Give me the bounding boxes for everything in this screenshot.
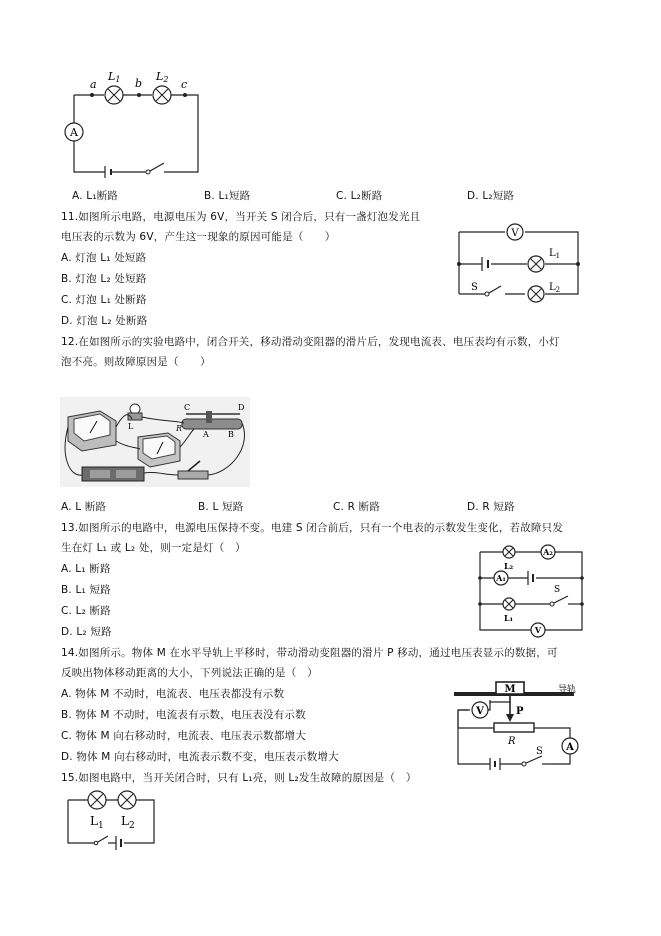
- q14-slider-P: P: [516, 706, 524, 717]
- q15-label-L1: $L_1$: [90, 814, 104, 831]
- q11-label-L1: $L_1$: [549, 248, 561, 260]
- q11-voltmeter-label: V: [511, 228, 519, 239]
- q14-switch-S: S: [536, 746, 543, 757]
- q11-label-switch: S: [471, 282, 478, 293]
- q13-lamp-L1: [503, 598, 515, 610]
- q13-label-L2: L₂: [504, 561, 514, 571]
- q14-option-b: B. 物体 M 不动时，电流表有示数，电压表没有示数: [61, 709, 306, 721]
- q13-option-a: A. L₁ 断路: [61, 563, 111, 575]
- q10-ammeter-label: A: [70, 126, 78, 139]
- q13-option-d: D. L₂ 短路: [61, 626, 112, 638]
- q10-circuit-diagram: [60, 68, 210, 178]
- q14-stem-line-2: 反映出物体移动距离的大小，下列说法正确的是（ ）: [61, 667, 318, 679]
- q12-label-D: D: [238, 403, 245, 412]
- q13-lamp-L2: [503, 546, 515, 558]
- q14-resistor-R: R: [508, 736, 516, 747]
- q13-label-L1: L₁: [504, 613, 514, 623]
- q14-rail-label: 导轨: [558, 685, 577, 695]
- q12-label-A: A: [203, 430, 209, 439]
- q10-point-a: a: [90, 78, 97, 91]
- q11-stem-line-1: 11.如图所示电路，电源电压为 6V，当开关 S 闭合后，只有一盏灯泡发光且: [61, 211, 421, 223]
- q11-circuit-diagram: [455, 222, 605, 307]
- q11-lamp-L1: [528, 256, 544, 272]
- q10-label-L2: L2: [156, 70, 169, 84]
- q11-label-L2: $L_2$: [549, 282, 561, 294]
- q12-label-L: L: [128, 422, 134, 431]
- q13-circuit-diagram: [478, 540, 588, 640]
- q12-option-b: B. L 短路: [198, 501, 244, 513]
- q11-option-a: A. 灯泡 L₁ 处短路: [61, 252, 147, 264]
- q14-ammeter-label: A: [566, 742, 574, 753]
- q14-circuit-diagram: [450, 678, 600, 774]
- q13-ammeter-A2-label: A₂: [543, 547, 553, 557]
- q10-point-c: c: [181, 78, 188, 91]
- q10-lamp-L2: [153, 86, 171, 104]
- q13-option-c: C. L₂ 断路: [61, 605, 112, 617]
- q13-ammeter-A1-label: A₁: [496, 573, 506, 583]
- q12-label-C: C: [184, 403, 191, 412]
- q14-option-a: A. 物体 M 不动时，电流表、电压表都没有示数: [61, 688, 285, 700]
- q12-option-c: C. R 断路: [333, 501, 381, 513]
- q10-option-a: A. L₁断路: [72, 190, 119, 202]
- q13-option-b: B. L₁ 短路: [61, 584, 111, 596]
- q15-stem-line-1: 15.如图电路中，当开关闭合时，只有 L₁亮，则 L₂发生故障的原因是（ ）: [61, 772, 417, 784]
- q15-lamp-L2: [118, 791, 136, 809]
- q13-voltmeter-label: V: [534, 625, 542, 635]
- q13-label-switch: S: [554, 585, 561, 595]
- q10-option-c: C. L₂断路: [336, 190, 383, 202]
- q14-object-M-label: M: [504, 684, 516, 695]
- q10-label-L1: L1: [108, 70, 121, 84]
- q12-label-R: R: [176, 424, 183, 433]
- q10-option-d: D. L₂短路: [467, 190, 515, 202]
- q12-label-B: B: [228, 430, 234, 439]
- q10-point-b: b: [135, 77, 143, 90]
- q11-option-d: D. 灯泡 L₂ 处断路: [61, 315, 148, 327]
- q13-stem-line-2: 生在灯 L₁ 或 L₂ 处，则一定是灯（ ）: [61, 542, 246, 554]
- q12-experiment-photo: [60, 397, 250, 487]
- q10-lamp-L1: [105, 86, 123, 104]
- q14-voltmeter-label: V: [476, 706, 484, 717]
- q11-lamp-L2: [528, 286, 544, 302]
- q14-option-d: D. 物体 M 向右移动时，电流表示数不变，电压表示数增大: [61, 751, 339, 763]
- q11-stem-line-2: 电压表的示数为 6V，产生这一现象的原因可能是（ ）: [61, 231, 336, 243]
- q12-stem-line-1: 12.在如图所示的实验电路中，闭合开关，移动滑动变阻器的滑片后，发现电流表、电压表均有示数，小灯: [61, 336, 560, 348]
- q15-circuit-diagram: [64, 788, 164, 853]
- q12-option-d: D. R 短路: [467, 501, 515, 513]
- q15-label-L2: $L_2$: [121, 814, 135, 831]
- q15-lamp-L1: [88, 791, 106, 809]
- q13-stem-line-1: 13.如图所示的电路中，电源电压保持不变。电建 S 闭合前后，只有一个电表的示数发生变化，若故障只发: [61, 522, 564, 534]
- q12-stem-line-2: 泡不亮。则故障原因是（ ）: [61, 356, 211, 368]
- q14-stem-line-1: 14.如图所示。物体 M 在水平导轨上平移时，带动滑动变阻器的滑片 P 移动，通过电压表显示的数据，可: [61, 647, 558, 659]
- q14-option-c: C. 物体 M 向右移动时，电流表、电压表示数都增大: [61, 730, 306, 742]
- q10-option-b: B. L₁短路: [204, 190, 251, 202]
- q12-option-a: A. L 断路: [61, 501, 107, 513]
- q11-option-b: B. 灯泡 L₂ 处短路: [61, 273, 147, 285]
- q11-option-c: C. 灯泡 L₁ 处断路: [61, 294, 147, 306]
